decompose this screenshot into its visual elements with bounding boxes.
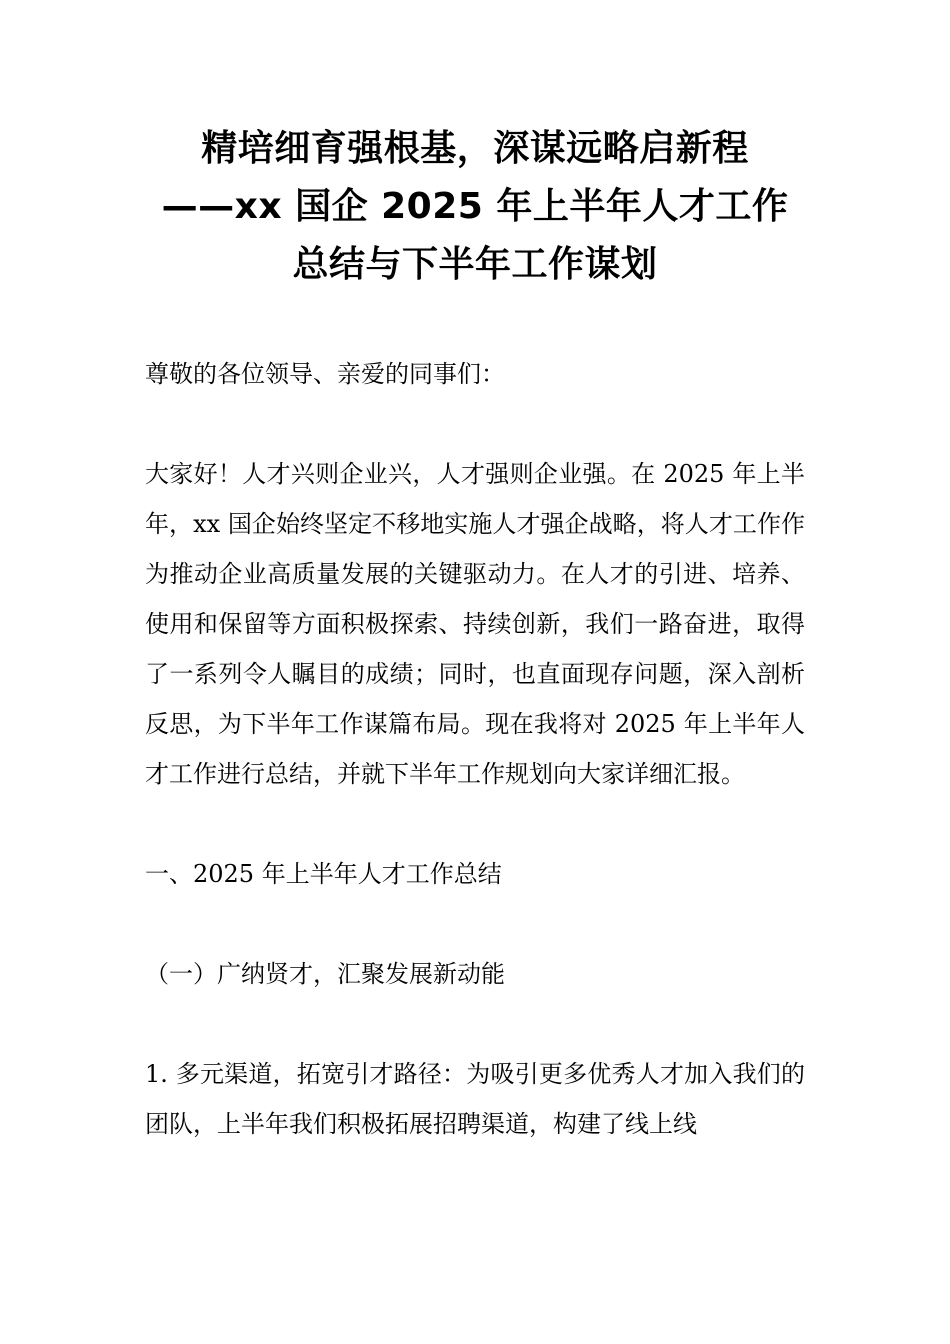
section-heading: 一、2025 年上半年人才工作总结 (145, 860, 502, 888)
document-body (145, 349, 805, 1149)
title-line-2: ——xx 国企 2025 年上半年人才工作 (161, 186, 789, 227)
intro-paragraph: 大家好！人才兴则企业兴，人才强则企业强。在 2025 年上半年，xx 国企始终坚定不移地实施人才强企战略，将人才工作作为推动企业高质量发展的关键驱动力。在人才的引进、培养、使用和保留等方面积极探索、持续创新，我们一路奋进，取得了一系列令人瞩目的成绩；同时，也直面现存问题，深入剖析反思，为下半年工作谋篇布局。现在我将对 2025 年上半年人才工作进行总结，并就下半年工作规划向大家详细汇报。 (145, 460, 805, 788)
salutation: 尊敬的各位领导、亲爱的同事们： (145, 360, 505, 388)
paragraph-spacer (145, 999, 805, 1049)
title-line-1: 精培细育强根基，深谋远略启新程 (201, 128, 749, 169)
paragraph-spacer (145, 799, 805, 849)
paragraph-spacer (145, 399, 805, 449)
paragraph-spacer (145, 899, 805, 949)
title-line-3: 总结与下半年工作谋划 (292, 244, 658, 285)
subsection-heading: （一）广纳贤才，汇聚发展新动能 (145, 960, 505, 988)
document-title (145, 120, 805, 294)
item-paragraph: 1. 多元渠道，拓宽引才路径：为吸引更多优秀人才加入我们的团队，上半年我们积极拓展招聘渠道，构建了线上线 (145, 1060, 805, 1138)
